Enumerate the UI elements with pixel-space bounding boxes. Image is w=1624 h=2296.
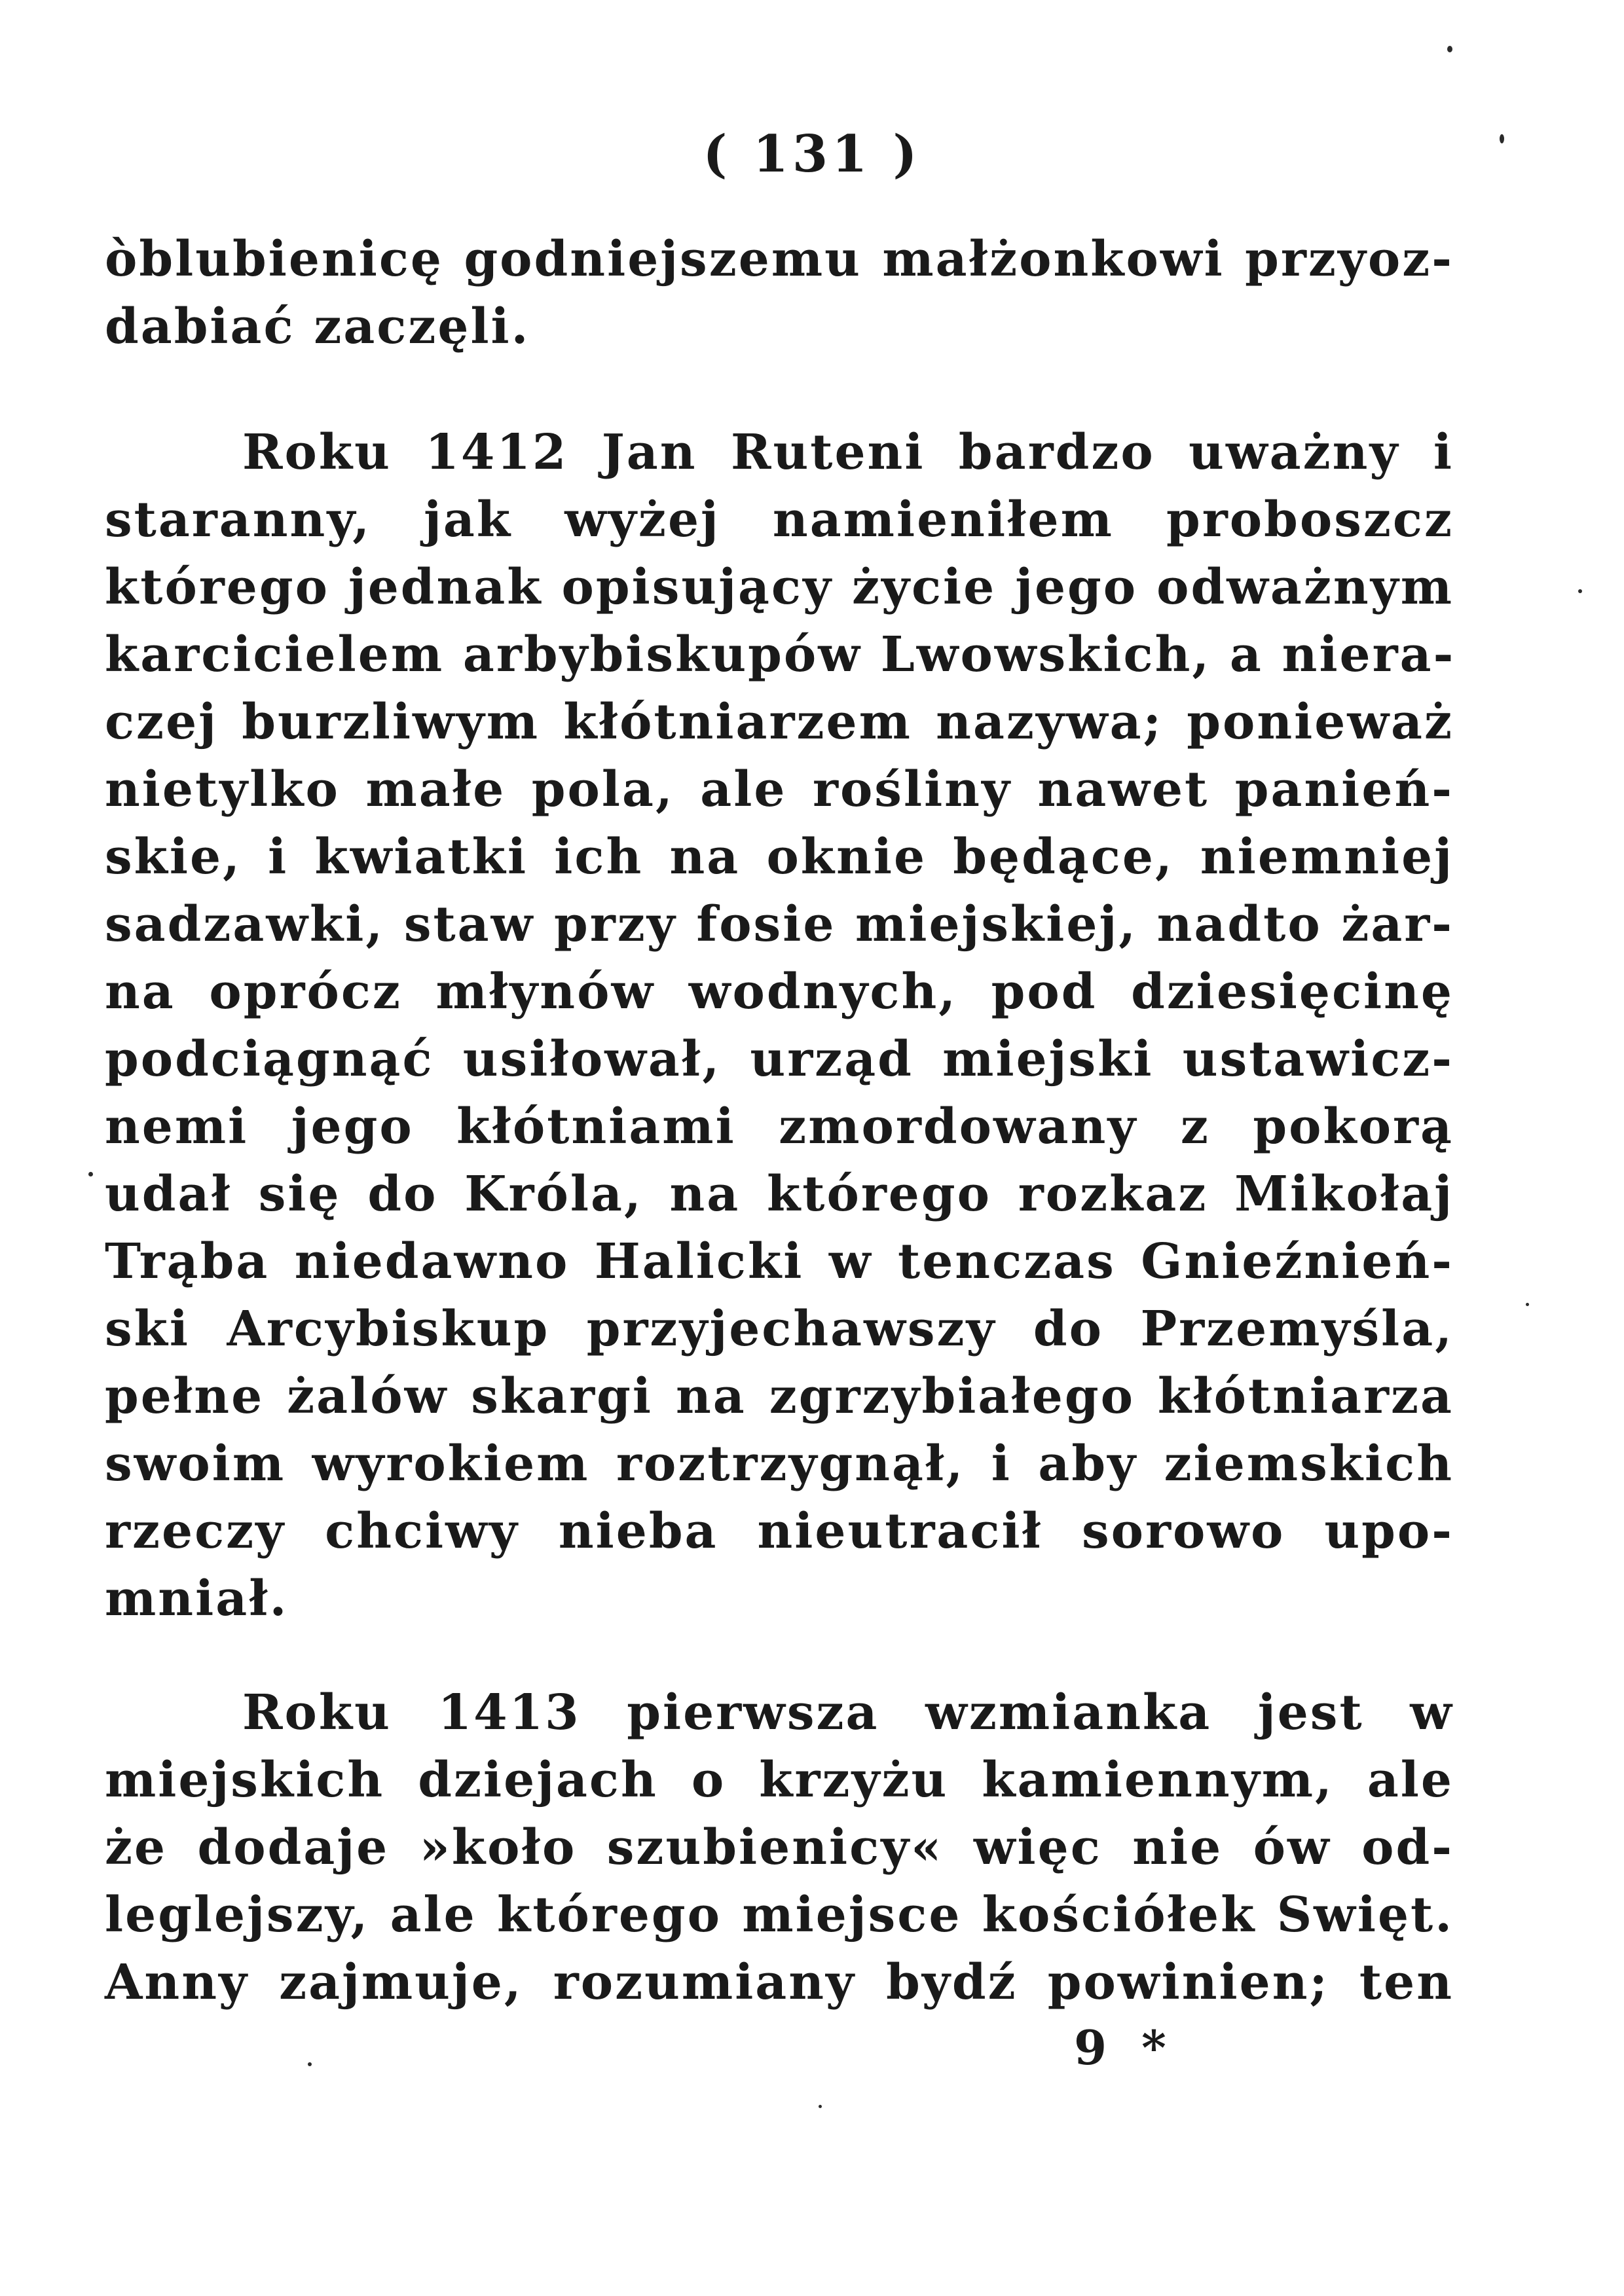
- text-line: nietylko małe pola, ale rośliny nawet panień-: [105, 761, 1454, 818]
- text-line: udał się do Króla, na którego rozkaz Mikołaj: [105, 1166, 1454, 1222]
- scan-speck: [1500, 134, 1504, 143]
- text-line: Roku 1413 pierwsza wzmianka jest w: [242, 1685, 1454, 1741]
- scan-speck: [88, 1172, 93, 1176]
- text-line: którego jednak opisujący życie jego odważnym: [105, 559, 1454, 615]
- text-line: podciągnąć usiłował, urząd miejski ustawicz-: [105, 1031, 1454, 1087]
- text-line: rzeczy chciwy nieba nieutracił sorowo upo-: [105, 1503, 1454, 1559]
- paragraph-1413: [105, 1679, 1454, 2016]
- text-line: òblubienicę godniejszemu małżonkowi przyoz-: [105, 231, 1454, 287]
- text-line: leglejszy, ale którego miejsce kościółek Swięt.: [105, 1887, 1454, 1943]
- text-line: dabiać zaczęli.: [105, 299, 530, 355]
- text-line: na oprócz młynów wodnych, pod dziesięcinę: [105, 964, 1454, 1020]
- scan-speck: [819, 2105, 822, 2108]
- text-line: Trąba niedawno Halicki w tenczas Gnieźnień-: [105, 1233, 1454, 1290]
- text-line: karcicielem arbybiskupów Lwowskich, a niera-: [105, 627, 1456, 683]
- scan-speck: [1578, 589, 1582, 593]
- page-number-header: ( 131 ): [703, 124, 921, 184]
- text-line: Anny zajmuje, rozumiany bydź powinien; ten: [105, 1954, 1454, 2011]
- text-line: pełne żalów skargi na zgrzybiałego kłótniarza: [105, 1368, 1454, 1425]
- scan-speck: [308, 2062, 312, 2066]
- text-line: mniał.: [105, 1571, 289, 1627]
- text-line: swoim wyrokiem roztrzygnął, i aby ziemskich: [105, 1436, 1454, 1492]
- scan-speck: [1447, 46, 1452, 52]
- text-line: Roku 1412 Jan Ruteni bardzo uważny i: [242, 424, 1454, 481]
- text-line: skie, i kwiatki ich na oknie będące, niemniej: [105, 829, 1454, 885]
- text-line: sadzawki, staw przy fosie miejskiej, nadto żar-: [105, 896, 1454, 953]
- text-line: staranny, jak wyżej namieniłem proboszcz: [105, 492, 1454, 548]
- signature-mark: 9 *: [1074, 2020, 1175, 2075]
- paragraph-continuation: [105, 226, 1454, 361]
- paragraph-1412: [105, 419, 1454, 1633]
- text-line: miejskich dziejach o krzyżu kamiennym, ale: [105, 1752, 1454, 1808]
- text-line: nemi jego kłótniami zmordowany z pokorą: [105, 1099, 1454, 1155]
- scan-speck: [1526, 1303, 1529, 1306]
- text-line: czej burzliwym kłótniarzem nazywa; ponieważ: [105, 694, 1454, 750]
- text-line: że dodaje »koło szubienicy« więc nie ów od-: [105, 1819, 1454, 1876]
- text-line: ski Arcybiskup przyjechawszy do Przemyśla,: [105, 1301, 1454, 1357]
